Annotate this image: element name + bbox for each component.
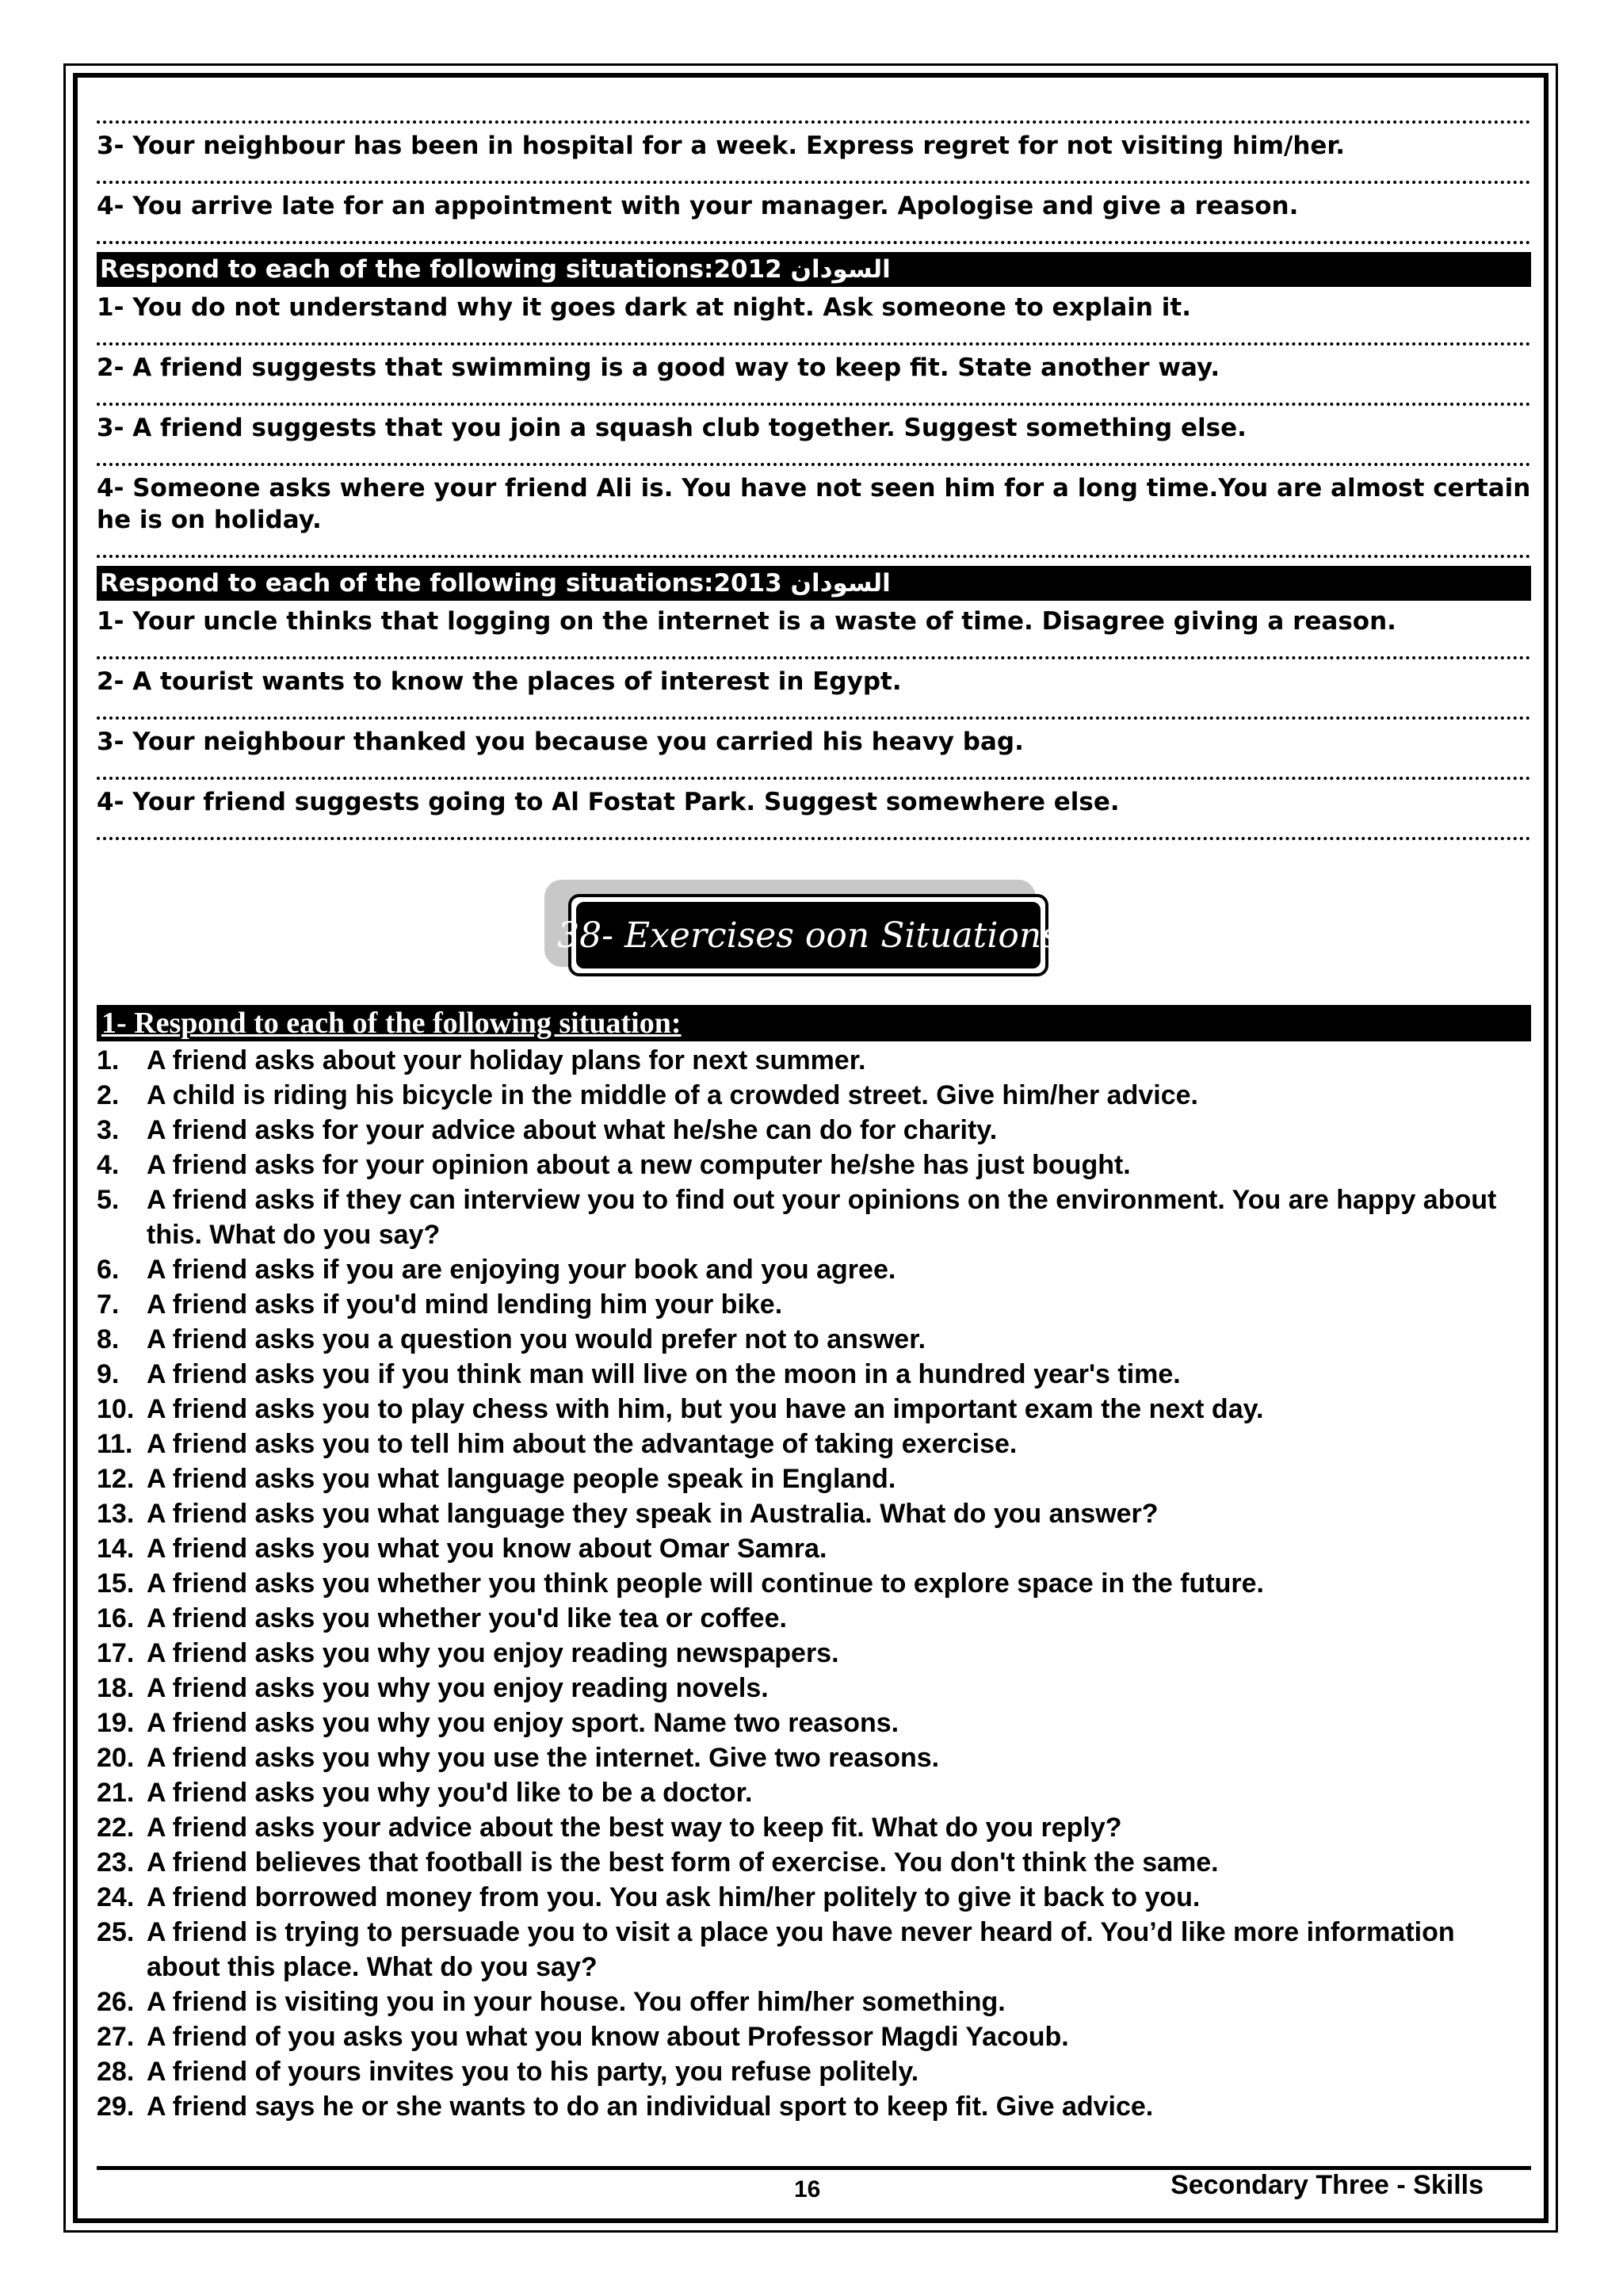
item-text: A friend of yours invites you to his party, you refuse politely. (147, 2057, 919, 2087)
exercise-list (97, 1043, 1531, 2124)
item-number: 5. (97, 1185, 120, 1215)
answer-line (97, 639, 1531, 659)
list-item (97, 1740, 1531, 1775)
list-item (97, 1461, 1531, 1496)
item-text: A friend asks you to play chess with him, but you have an important exam the next day. (147, 1394, 1264, 1424)
list-item (97, 1775, 1531, 1810)
item-text: A friend asks you what you know about Omar Samra. (147, 1534, 827, 1564)
footer-title: Secondary Three - Skills (1170, 2170, 1484, 2200)
item-number: 1. (97, 1045, 120, 1075)
list-item (97, 1706, 1531, 1740)
item-text: A friend asks you whether you'd like tea or coffee. (147, 1603, 787, 1633)
item-number: 28. (97, 2057, 135, 2087)
exercise-title: 38- Exercises oon Situations (557, 915, 1060, 956)
list-item (97, 1845, 1531, 1880)
question: 1- Your uncle thinks that logging on the internet is a waste of time. Disagree giving a reason. (97, 607, 1396, 636)
item-text: A friend asks you why you enjoy reading novels. (147, 1673, 769, 1703)
item-number: 17. (97, 1638, 135, 1668)
item-number: 15. (97, 1568, 135, 1599)
list-item (97, 2089, 1531, 2124)
item-text: A friend asks for your advice about what he/she can do for charity. (147, 1115, 998, 1145)
item-text: A friend of you asks you what you know about Professor Magdi Yacoub. (147, 2022, 1069, 2052)
item-text: A friend asks you why you use the internet. Give two reasons. (147, 1743, 940, 1773)
list-item (97, 1252, 1531, 1287)
item-number: 16. (97, 1603, 135, 1633)
item-text: A friend asks you why you enjoy reading newspapers. (147, 1638, 839, 1668)
item-number: 8. (97, 1324, 120, 1354)
answer-line (97, 103, 1531, 124)
item-text: A friend believes that football is the best form of exercise. You don't think the same. (147, 1847, 1219, 1878)
page-number: 16 (794, 2176, 821, 2202)
item-number: 3. (97, 1115, 120, 1145)
list-item (97, 1636, 1531, 1671)
item-text: A friend asks you why you enjoy sport. Name two reasons. (147, 1708, 899, 1738)
item-text: A friend asks you what language they speak in Australia. What do you answer? (147, 1499, 1159, 1529)
question: 1- You do not understand why it goes dark at night. Ask someone to explain it. (97, 293, 1191, 322)
item-text: A friend asks you to tell him about the advantage of taking exercise. (147, 1429, 1018, 1459)
item-number: 29. (97, 2092, 135, 2122)
list-item (97, 1566, 1531, 1601)
page-content (97, 103, 1531, 2124)
item-number: 25. (97, 1917, 135, 1947)
exercise-heading: 1- Respond to each of the following situation: (97, 1005, 1531, 1041)
answer-line (97, 699, 1531, 720)
item-text: A friend asks you why you'd like to be a doctor. (147, 1778, 753, 1808)
list-item (97, 1182, 1531, 1252)
list-item (97, 1043, 1531, 1078)
item-text: A friend is visiting you in your house. You offer him/her something. (147, 1987, 1006, 2017)
list-item (97, 1880, 1531, 1915)
list-item (97, 2019, 1531, 2054)
list-item (97, 1287, 1531, 1322)
item-number: 24. (97, 1882, 135, 1912)
item-number: 9. (97, 1359, 120, 1389)
list-item (97, 1671, 1531, 1706)
item-text: A friend asks you if you think man will live on the moon in a hundred year's time. (147, 1359, 1181, 1389)
item-text: A friend asks your advice about the best way to keep fit. What do you reply? (147, 1813, 1122, 1843)
item-text: A friend asks for your opinion about a new computer he/she has just bought. (147, 1150, 1131, 1180)
list-item (97, 1078, 1531, 1113)
answer-line (97, 385, 1531, 406)
question: 3- Your neighbour has been in hospital for a week. Express regret for not visiting him/her. (97, 132, 1346, 160)
item-number: 7. (97, 1289, 120, 1320)
list-item (97, 1810, 1531, 1845)
item-number: 12. (97, 1464, 135, 1494)
item-number: 18. (97, 1673, 135, 1703)
question: 4- Your friend suggests going to Al Fostat Park. Suggest somewhere else. (97, 788, 1120, 816)
answer-line (97, 163, 1531, 184)
list-item (97, 1427, 1531, 1461)
item-text: A friend asks if you'd mind lending him your bike. (147, 1289, 783, 1320)
list-item (97, 1322, 1531, 1357)
answer-line (97, 445, 1531, 466)
answer-line (97, 325, 1531, 346)
item-text: A friend asks you whether you think people will continue to explore space in the future. (147, 1568, 1264, 1599)
exercise-title-banner (557, 888, 1060, 991)
question: 4- You arrive late for an appointment with your manager. Apologise and give a reason. (97, 192, 1299, 220)
item-number: 21. (97, 1778, 135, 1808)
answer-line (97, 223, 1531, 244)
item-text: A friend asks about your holiday plans for next summer. (147, 1045, 866, 1075)
list-item (97, 1357, 1531, 1392)
list-item (97, 1392, 1531, 1427)
item-text: A friend asks if you are enjoying your book and you agree. (147, 1255, 896, 1285)
list-item (97, 1985, 1531, 2019)
item-text: A friend asks you a question you would prefer not to answer. (147, 1324, 926, 1354)
answer-line (97, 819, 1531, 840)
item-number: 26. (97, 1987, 135, 2017)
item-text: A friend asks if they can interview you to find out your opinions on the environment. You are happy about this. What do you say? (147, 1185, 1497, 1250)
question: 2- A tourist wants to know the places of interest in Egypt. (97, 667, 902, 696)
item-text: A friend says he or she wants to do an individual sport to keep fit. Give advice. (147, 2092, 1154, 2122)
item-text: A child is riding his bicycle in the middle of a crowded street. Give him/her advice. (147, 1080, 1198, 1110)
list-item (97, 1496, 1531, 1531)
list-item (97, 2054, 1531, 2089)
item-number: 4. (97, 1150, 120, 1180)
section-heading-2012: Respond to each of the following situations:2012 السودان (97, 252, 1531, 287)
title-frame (557, 894, 1060, 976)
item-text: A friend borrowed money from you. You ask him/her politely to give it back to you. (147, 1882, 1201, 1912)
question: 4- Someone asks where your friend Ali is. You have not seen him for a long time.You are almost certain he is on holiday. (97, 474, 1531, 534)
item-number: 2. (97, 1080, 120, 1110)
item-number: 14. (97, 1534, 135, 1564)
question: 2- A friend suggests that swimming is a good way to keep fit. State another way. (97, 353, 1220, 382)
item-number: 11. (97, 1429, 133, 1459)
list-item (97, 1113, 1531, 1148)
item-number: 20. (97, 1743, 135, 1773)
item-number: 27. (97, 2022, 135, 2052)
item-text: A friend is trying to persuade you to visit a place you have never heard of. You’d like more information about this place. What do you say? (147, 1917, 1455, 1982)
item-number: 22. (97, 1813, 135, 1843)
list-item (97, 1601, 1531, 1636)
section-heading-2013: Respond to each of the following situations:2013 السودان (97, 566, 1531, 601)
answer-line (97, 537, 1531, 558)
item-number: 10. (97, 1394, 135, 1424)
answer-line (97, 759, 1531, 780)
item-number: 13. (97, 1499, 135, 1529)
item-text: A friend asks you what language people speak in England. (147, 1464, 896, 1494)
item-number: 23. (97, 1847, 135, 1878)
item-number: 19. (97, 1708, 135, 1738)
item-number: 6. (97, 1255, 120, 1285)
list-item (97, 1531, 1531, 1566)
question: 3- A friend suggests that you join a squash club together. Suggest something else. (97, 414, 1247, 442)
list-item (97, 1915, 1531, 1985)
question: 3- Your neighbour thanked you because you carried his heavy bag. (97, 728, 1024, 756)
list-item (97, 1148, 1531, 1182)
